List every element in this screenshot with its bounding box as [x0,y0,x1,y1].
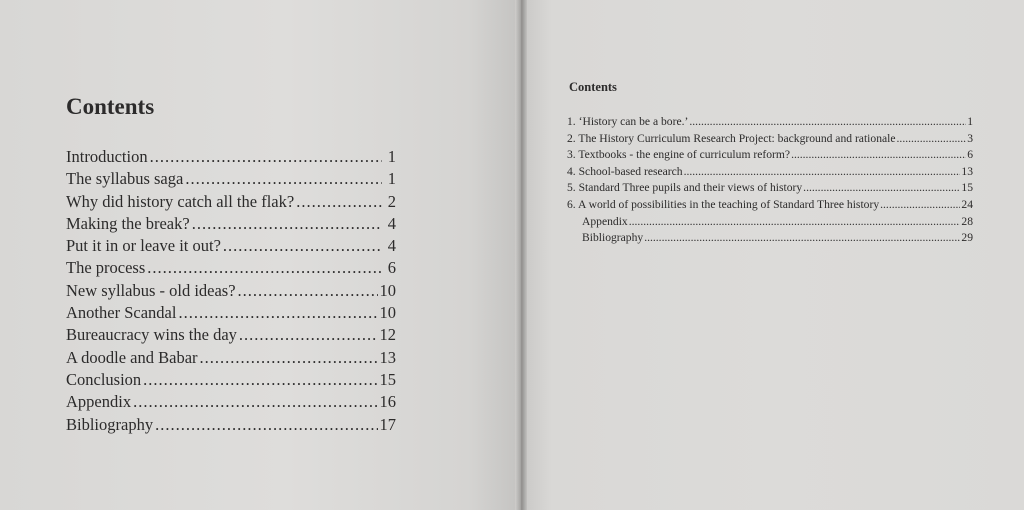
toc-entry-page: 4 [387,236,396,256]
dot-leader [897,131,967,148]
toc-entry-page: 4 [387,213,396,233]
toc-entry [66,146,396,168]
toc-entry-label: Making the break? [66,213,190,233]
dot-leader [192,213,382,235]
toc-entry-page: 13 [961,164,973,178]
toc-entry [66,191,396,213]
toc-entry [66,168,396,190]
toc-entry-label: Bureaucracy wins the day [66,325,237,345]
toc-entry [66,257,396,279]
toc-entry-page: 16 [379,392,396,412]
dot-leader [223,235,382,257]
toc-entry [567,197,973,214]
toc-entry-label: Conclusion [66,369,142,389]
toc-entry-label: 2. The History Curriculum Research Project: background and rationale [567,131,896,145]
toc-entry-label: Bibliography [66,414,154,434]
dot-leader [629,214,961,231]
dot-leader [803,180,960,197]
toc-entry [66,391,396,413]
toc-entry-page: 10 [379,303,396,323]
toc-entry-page: 12 [379,325,396,345]
dot-leader [689,114,966,131]
left-contents-title: Contents [66,94,155,119]
dot-leader [644,230,960,247]
toc-entry [66,347,396,369]
dot-leader [239,324,378,346]
toc-entry [567,147,973,164]
toc-entry-page: 6 [967,148,973,162]
right-contents-list [567,114,973,247]
left-contents-list [66,146,396,436]
toc-entry-label: 1. ‘History can be a bore.’ [567,115,689,128]
toc-entry [567,114,973,131]
toc-entry [567,131,973,148]
toc-entry-label: Another Scandal [66,303,177,323]
toc-entry [66,235,396,257]
toc-entry [567,214,973,231]
toc-entry-label: 4. School-based research [567,164,683,178]
toc-entry-page: 24 [961,197,973,211]
toc-entry-label: 3. Textbooks - the engine of curriculum reform? [567,148,791,162]
toc-entry-page: 10 [379,280,396,300]
toc-entry-label: Why did history catch all the flak? [66,191,295,211]
toc-entry [66,414,396,436]
toc-entry-label: Bibliography [582,231,644,245]
right-page [522,0,1024,510]
dot-leader [150,146,382,168]
dot-leader [178,302,377,324]
toc-entry [66,369,396,391]
toc-entry-page: 1 [387,169,396,189]
toc-entry-label: The syllabus saga [66,169,184,189]
right-contents-title: Contents [569,80,617,94]
toc-entry [66,324,396,346]
toc-entry-label: New syllabus - old ideas? [66,280,236,300]
dot-leader [684,164,961,181]
toc-entry-label: 6. A world of possibilities in the teaching of Standard Three history [567,197,880,211]
toc-entry-page: 3 [967,131,973,145]
toc-entry [567,230,973,247]
toc-entry-page: 15 [961,181,973,195]
dot-leader [143,369,377,391]
toc-entry [66,213,396,235]
toc-entry-page: 29 [961,231,973,245]
toc-entry-label: A doodle and Babar [66,347,198,367]
toc-entry-page: 17 [379,414,396,434]
toc-entry-label: 5. Standard Three pupils and their views of history [567,181,803,195]
dot-leader [155,414,377,436]
toc-entry-label: The process [66,258,146,278]
toc-entry-page: 28 [961,214,973,228]
dot-leader [147,257,382,279]
dot-leader [133,391,377,413]
dot-leader [791,147,966,164]
toc-entry-page: 13 [379,347,396,367]
dot-leader [238,280,378,302]
book-gutter [515,0,527,510]
toc-entry [567,164,973,181]
toc-entry [66,302,396,324]
dot-leader [880,197,960,214]
toc-entry-label: Appendix [66,392,132,412]
dot-leader [185,168,382,190]
dot-leader [200,347,378,369]
toc-entry-page: 6 [387,258,396,278]
toc-entry [567,180,973,197]
toc-entry-label: Introduction [66,147,148,166]
toc-entry-label: Put it in or leave it out? [66,236,221,256]
toc-entry-label: Appendix [582,214,628,228]
toc-entry-page: 1 [387,147,396,166]
toc-entry [66,280,396,302]
toc-entry-page: 1 [967,115,973,128]
dot-leader [296,191,382,213]
toc-entry-page: 15 [379,369,396,389]
toc-entry-page: 2 [387,191,396,211]
